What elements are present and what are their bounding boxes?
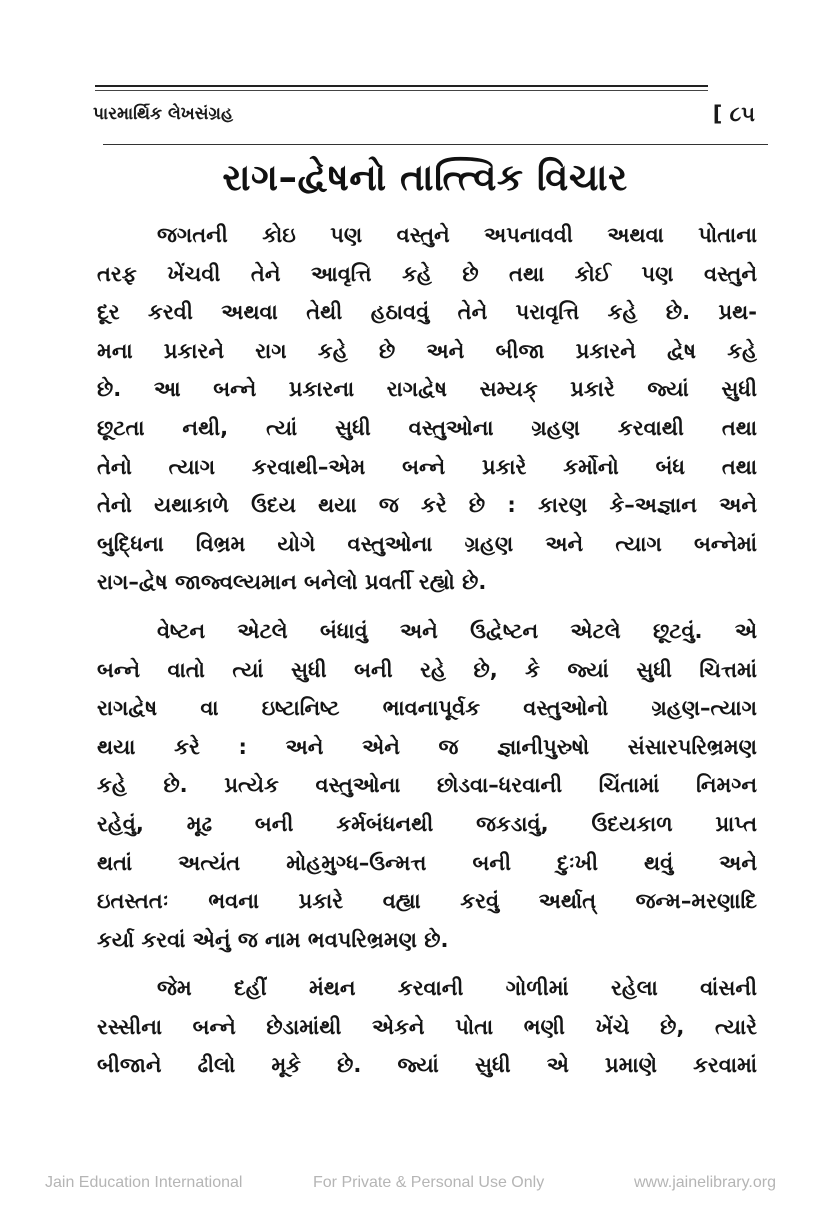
text-line: કર્યા કરવાં એનું જ નામ ભવપરિભ્રમણ છે. <box>97 927 449 952</box>
footer-publisher: Jain Education International <box>45 1174 243 1191</box>
text-line: તેનો યથાકાળે ઉદય થયા જ કરે છે : કારણ કે–અજ્ઞાન અને <box>97 493 757 518</box>
text-line: રાગ–દ્વેષ જાજ્વલ્યમાન બનેલો પ્રવર્તી રહ્યો છે. <box>97 570 487 595</box>
header-rule <box>103 144 768 145</box>
text-line: ઇતસ્તતઃ ભવના પ્રકારે વહ્યા કરવું અર્થાત્ જન્મ–મરણાદિ <box>97 889 757 914</box>
text-line: મના પ્રકારને રાગ કહે છે અને બીજા પ્રકારને દ્વેષ કહે <box>97 338 757 363</box>
paragraph-3 <box>97 969 757 1085</box>
page-number: [ ૮૫ <box>712 102 755 126</box>
text-line: બન્ને વાતો ત્યાં સુધી બની રહે છે, કે જ્યાં સુધી ચિત્તમાં <box>97 657 757 682</box>
text-line: જગતની કોઇ પણ વસ્તુને અપનાવવી અથવા પોતાના <box>157 223 757 247</box>
article-body <box>97 216 757 1085</box>
text-line: રાગદ્વેષ વા ઇષ્ટાનિષ્ટ ભાવનાપૂર્વક વસ્તુઓનો ગ્રહણ–ત્યાગ <box>97 696 757 721</box>
text-line: જેમ દહીં મંથન કરવાની ગોળીમાં રહેલા વાંસની <box>157 976 757 1001</box>
text-line: રસ્સીના બન્ને છેડામાંથી એકને પોતા ભણી ખેંચે છે, ત્યારે <box>97 1014 757 1039</box>
running-header <box>93 104 763 134</box>
text-line: તેનો ત્યાગ કરવાથી–એમ બન્ને પ્રકારે કર્મોનો બંધ તથા <box>97 454 757 479</box>
text-line: બીજાને ઢીલો મૂકે છે. જ્યાં સુધી એ પ્રમાણે કરવામાં <box>97 1053 757 1078</box>
text-line: થયા કરે : અને એને જ જ્ઞાનીપુરુષો સંસારપરિભ્રમણ <box>97 734 757 759</box>
book-title: પારમાર્થિક લેખસંગ્રહ <box>93 104 234 124</box>
paragraph-1 <box>97 216 757 602</box>
article-title: રાગ–દ્વેષનો તાત્ત્વિક વિચાર <box>222 156 628 199</box>
text-line: છૂટતા નથી, ત્યાં સુધી વસ્તુઓના ગ્રહણ કરવાથી તથા <box>97 415 757 440</box>
text-line: રહેવું, મૂઢ બની કર્મબંધનથી જકડાવું, ઉદયકાળ પ્રાપ્ત <box>97 811 757 836</box>
text-line: બુદ્ધિના વિભ્રમ યોગે વસ્તુઓના ગ્રહણ અને ત્યાગ બન્નેમાં <box>97 531 757 556</box>
text-line: કહે છે. પ્રત્યેક વસ્તુઓના છોડવા–ધરવાની ચિંતામાં નિમગ્ન <box>97 773 757 798</box>
paragraph-2 <box>97 612 757 959</box>
text-line: તરફ ખેંચવી તેને આવૃત્તિ કહે છે તથા કોઈ પણ વસ્તુને <box>97 261 757 286</box>
footer-usage-note: For Private & Personal Use Only <box>313 1174 545 1191</box>
text-line: થતાં અત્યંત મોહમુગ્ધ–ઉન્મત્ત બની દુઃખી થવું અને <box>97 850 757 875</box>
page-footer <box>0 1174 828 1196</box>
footer-website-link[interactable]: www.jainelibrary.org <box>634 1174 776 1191</box>
text-line: દૂર કરવી અથવા તેથી હઠાવવું તેને પરાવૃત્તિ કહે છે. પ્રથ- <box>97 300 757 325</box>
text-line: છે. આ બન્ને પ્રકારના રાગદ્વેષ સમ્યક્ પ્રકારે જ્યાં સુધી <box>97 377 757 402</box>
top-double-rule <box>95 85 708 91</box>
text-line: વેષ્ટન એટલે બંધાવું અને ઉદ્વેષ્ટન એટલે છૂટવું. એ <box>157 618 757 643</box>
